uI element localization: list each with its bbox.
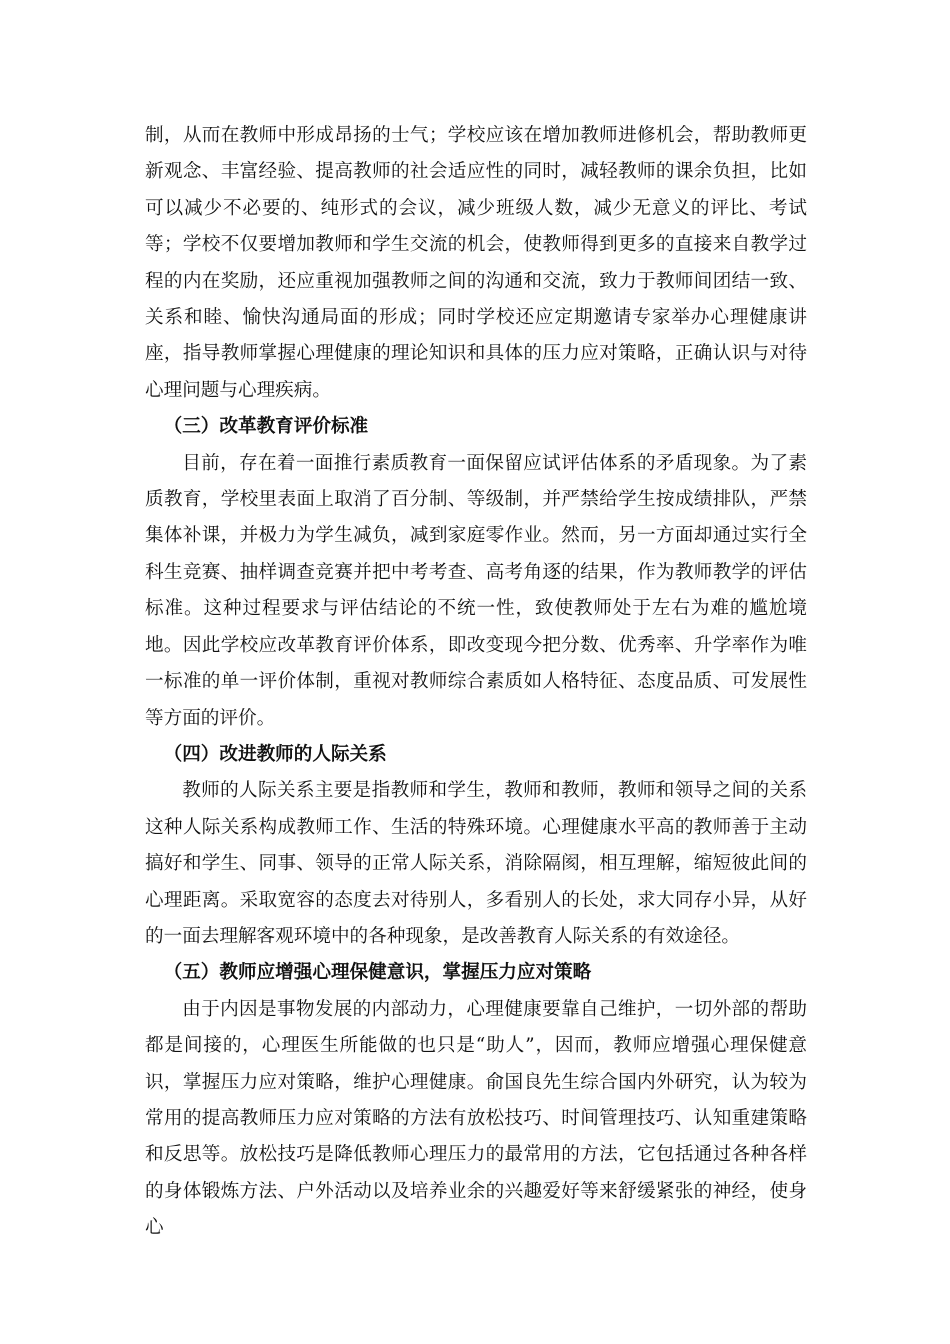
paragraph-continuation: 制，从而在教师中形成昂扬的士气；学校应该在增加教师进修机会，帮助教师更新观念、丰富经验、提高教师的社会适应性的同时，减轻教师的课余负担，比如可以减少不必要的、纯形式的会议，减少班级人数，减少无意义的评比、考试等；学校不仅要增加教师和学生交流的机会，使教师得到更多的直接来自教学过程的内在奖励，还应重视加强教师之间的沟通和交流，致力于教师间团结一致、关系和睦、愉快沟通局面的形成；同时学校还应定期邀请专家举办心理健康讲座，指导教师掌握心理健康的理论知识和具体的压力应对策略，正确认识与对待心理问题与心理疾病。 xyxy=(145,125,807,401)
section-paragraph-3: 目前，存在着一面推行素质教育一面保留应试评估体系的矛盾现象。为了素质教育，学校里表面上取消了百分制、等级制，并严禁给学生按成绩排队，严禁集体补课，并极力为学生减负，减到家庭零作业。然而，另一方面却通过实行全科生竞赛、抽样调查竞赛并把中考考查、高考角逐的结果，作为教师教学的评估标准。这种过程要求与评估结论的不统一性，致使教师处于左右为难的尴尬境地。因此学校应改革教育评价体系，即改变现今把分数、优秀率、升学率作为唯一标准的单一评价体制，重视对教师综合素质如人格特征、态度品质、可发展性等方面的评价。 xyxy=(145,452,807,729)
section-heading-4: （四）改进教师的人际关系 xyxy=(163,743,387,765)
section-heading-5: （五）教师应增强心理保健意识，掌握压力应对策略 xyxy=(163,962,592,984)
section-paragraph-4: 教师的人际关系主要是指教师和学生，教师和教师，教师和领导之间的关系这种人际关系构成教师工作、生活的特殊环境。心理健康水平高的教师善于主动搞好和学生、同事、领导的正常人际关系，消除隔阂，相互理解，缩短彼此间的心理距离。采取宽容的态度去对待别人，多看别人的长处，求大同存小异，从好的一面去理解客观环境中的各种现象，是改善教育人际关系的有效途径。 xyxy=(145,780,807,947)
section-paragraph-5: 由于内因是事物发展的内部动力，心理健康要靠自己维护，一切外部的帮助都是间接的，心理医生所能做的也只是“助人”，因而，教师应增强心理保健意识，掌握压力应对策略，维护心理健康。俞国良先生综合国内外研究，认为较为常用的提高教师压力应对策略的方法有放松技巧、时间管理技巧、认知重建策略和反思等。放松技巧是降低教师心理压力的最常用的方法，它包括通过各种各样的身体锻炼方法、户外活动以及培养业余的兴趣爱好等来舒缓紧张的神经，使身心 xyxy=(145,998,807,1239)
section-heading-3: （三）改革教育评价标准 xyxy=(163,416,369,438)
document-body xyxy=(145,118,807,1247)
